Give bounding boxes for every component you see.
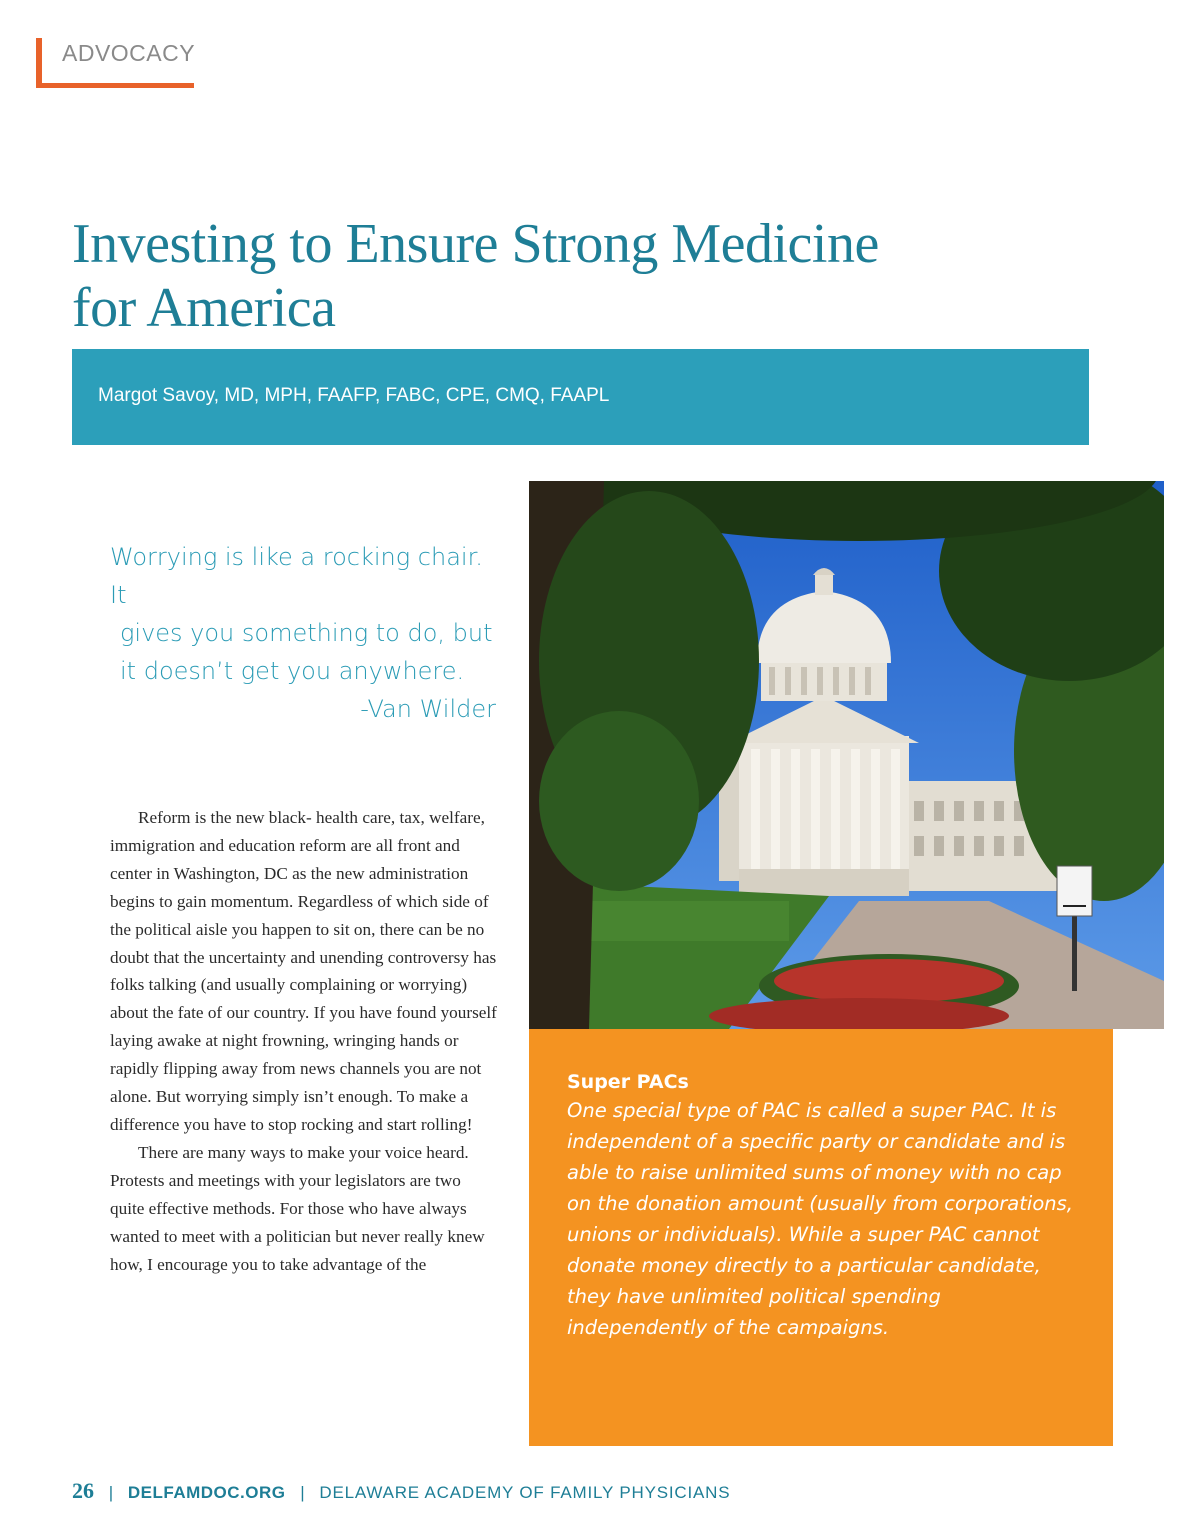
section-tag — [36, 38, 194, 88]
author-byline — [72, 349, 1089, 445]
body-paragraph: Reform is the new black- health care, tax, welfare, immigration and education reform are all front and center in Washington, DC as the new administration begins to gain momentum. Regardless of which side of the political aisle you happen to sit on, there can be no doubt that the uncertainty and unending controversy has folks talking (and usually complaining or worrying) about the fate of our country. If you have found yourself laying awake at night frowning, wringing hands or rapidly flipping away from news channels you are not alone. But worrying simply isn’t enough. To make a difference you have to stop rocking and start rolling! — [110, 808, 497, 1134]
article-title: Investing to Ensure Strong Medicine for America — [72, 213, 879, 339]
quote-line: it doesn’t get you anywhere. — [120, 657, 465, 685]
footer-separator: | — [108, 1483, 114, 1502]
footer-website-link[interactable]: DELFAMDOC.ORG — [127, 1483, 286, 1502]
quote-line: Worrying is like a rocking chair. It — [110, 543, 483, 609]
section-label: ADVOCACY — [62, 40, 196, 66]
sidebar-body: One special type of PAC is called a super PAC. It is independent of a specific party or candidate and is able to raise unlimited sums of money with no cap on the donation amount (usually from corporations, unions or individuals). While a super PAC cannot donate money directly to a particular candidate, they have unlimited political spending independently of the campaigns. — [567, 1099, 1073, 1339]
capitol-photo-illustration — [529, 481, 1164, 1029]
page-footer — [72, 1478, 730, 1504]
body-paragraph: There are many ways to make your voice heard. Protests and meetings with your legislators are two quite effective methods. For those who have always wanted to meet with a politician but never really knew how, I encourage you to take advantage of the — [110, 1142, 485, 1274]
capitol-building-photo — [529, 481, 1164, 1029]
pull-quote — [110, 538, 500, 728]
footer-organization: DELAWARE ACADEMY OF FAMILY PHYSICIANS — [319, 1483, 731, 1502]
quote-author: -Van Wilder — [360, 695, 496, 723]
article-body — [110, 804, 498, 1278]
super-pacs-sidebar — [529, 1029, 1113, 1446]
author-name: Margot Savoy, MD, MPH, FAAFP, FABC, CPE, CMQ, FAAPL — [98, 385, 610, 406]
page-number: 26 — [72, 1478, 94, 1503]
sidebar-heading: Super PACs — [567, 1071, 689, 1093]
footer-separator: | — [300, 1483, 305, 1502]
quote-line: gives you something to do, but — [120, 619, 493, 647]
